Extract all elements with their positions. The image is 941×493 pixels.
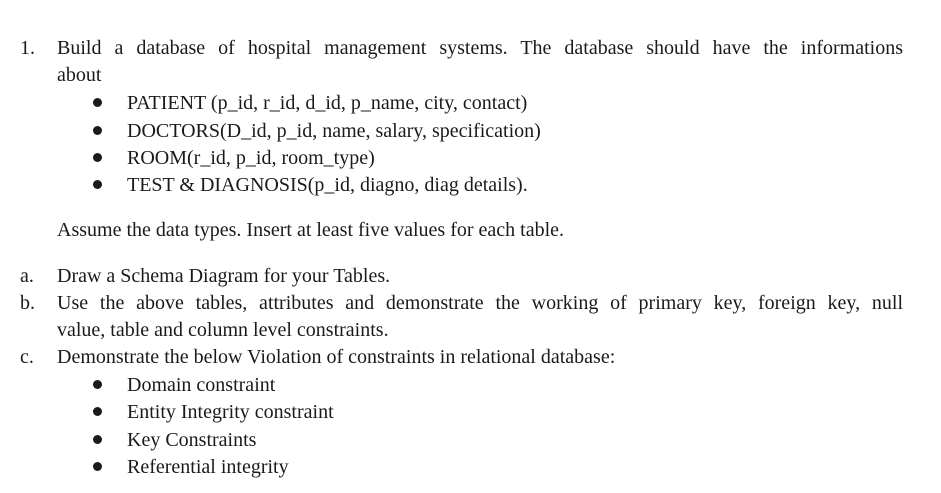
constraint-item-domain: Domain constraint (127, 374, 276, 396)
bullet-icon (93, 435, 102, 444)
task-a-marker: a. (20, 265, 34, 287)
task-b-text-line-1: Use the above tables, attributes and demonstrate the working of primary key, foreign key, null (57, 292, 903, 314)
task-c-marker: c. (20, 346, 34, 368)
constraint-item-referential-integrity: Referential integrity (127, 456, 289, 478)
task-b-marker: b. (20, 292, 35, 314)
question-number: 1. (20, 37, 35, 59)
bullet-icon (93, 407, 102, 416)
table-item-patient: PATIENT (p_id, r_id, d_id, p_name, city, contact) (127, 92, 528, 114)
constraint-item-entity-integrity: Entity Integrity constraint (127, 401, 334, 423)
bullet-icon (93, 126, 102, 135)
bullet-icon (93, 98, 102, 107)
table-item-room: ROOM(r_id, p_id, room_type) (127, 147, 375, 169)
table-item-doctors: DOCTORS(D_id, p_id, name, salary, specification) (127, 120, 541, 142)
task-b-text-line-2: value, table and column level constraints. (57, 319, 389, 341)
table-item-test-diagnosis: TEST & DIAGNOSIS(p_id, diagno, diag details). (127, 174, 528, 196)
bullet-icon (93, 153, 102, 162)
task-a-text: Draw a Schema Diagram for your Tables. (57, 265, 391, 287)
question-text-line-2: about (57, 64, 102, 86)
assumption-text: Assume the data types. Insert at least five values for each table. (57, 219, 565, 241)
constraint-item-key: Key Constraints (127, 429, 257, 451)
bullet-icon (93, 462, 102, 471)
bullet-icon (93, 180, 102, 189)
bullet-icon (93, 380, 102, 389)
question-text-line-1: Build a database of hospital management systems. The database should have the informations (57, 37, 903, 59)
task-c-text: Demonstrate the below Violation of constraints in relational database: (57, 346, 616, 368)
